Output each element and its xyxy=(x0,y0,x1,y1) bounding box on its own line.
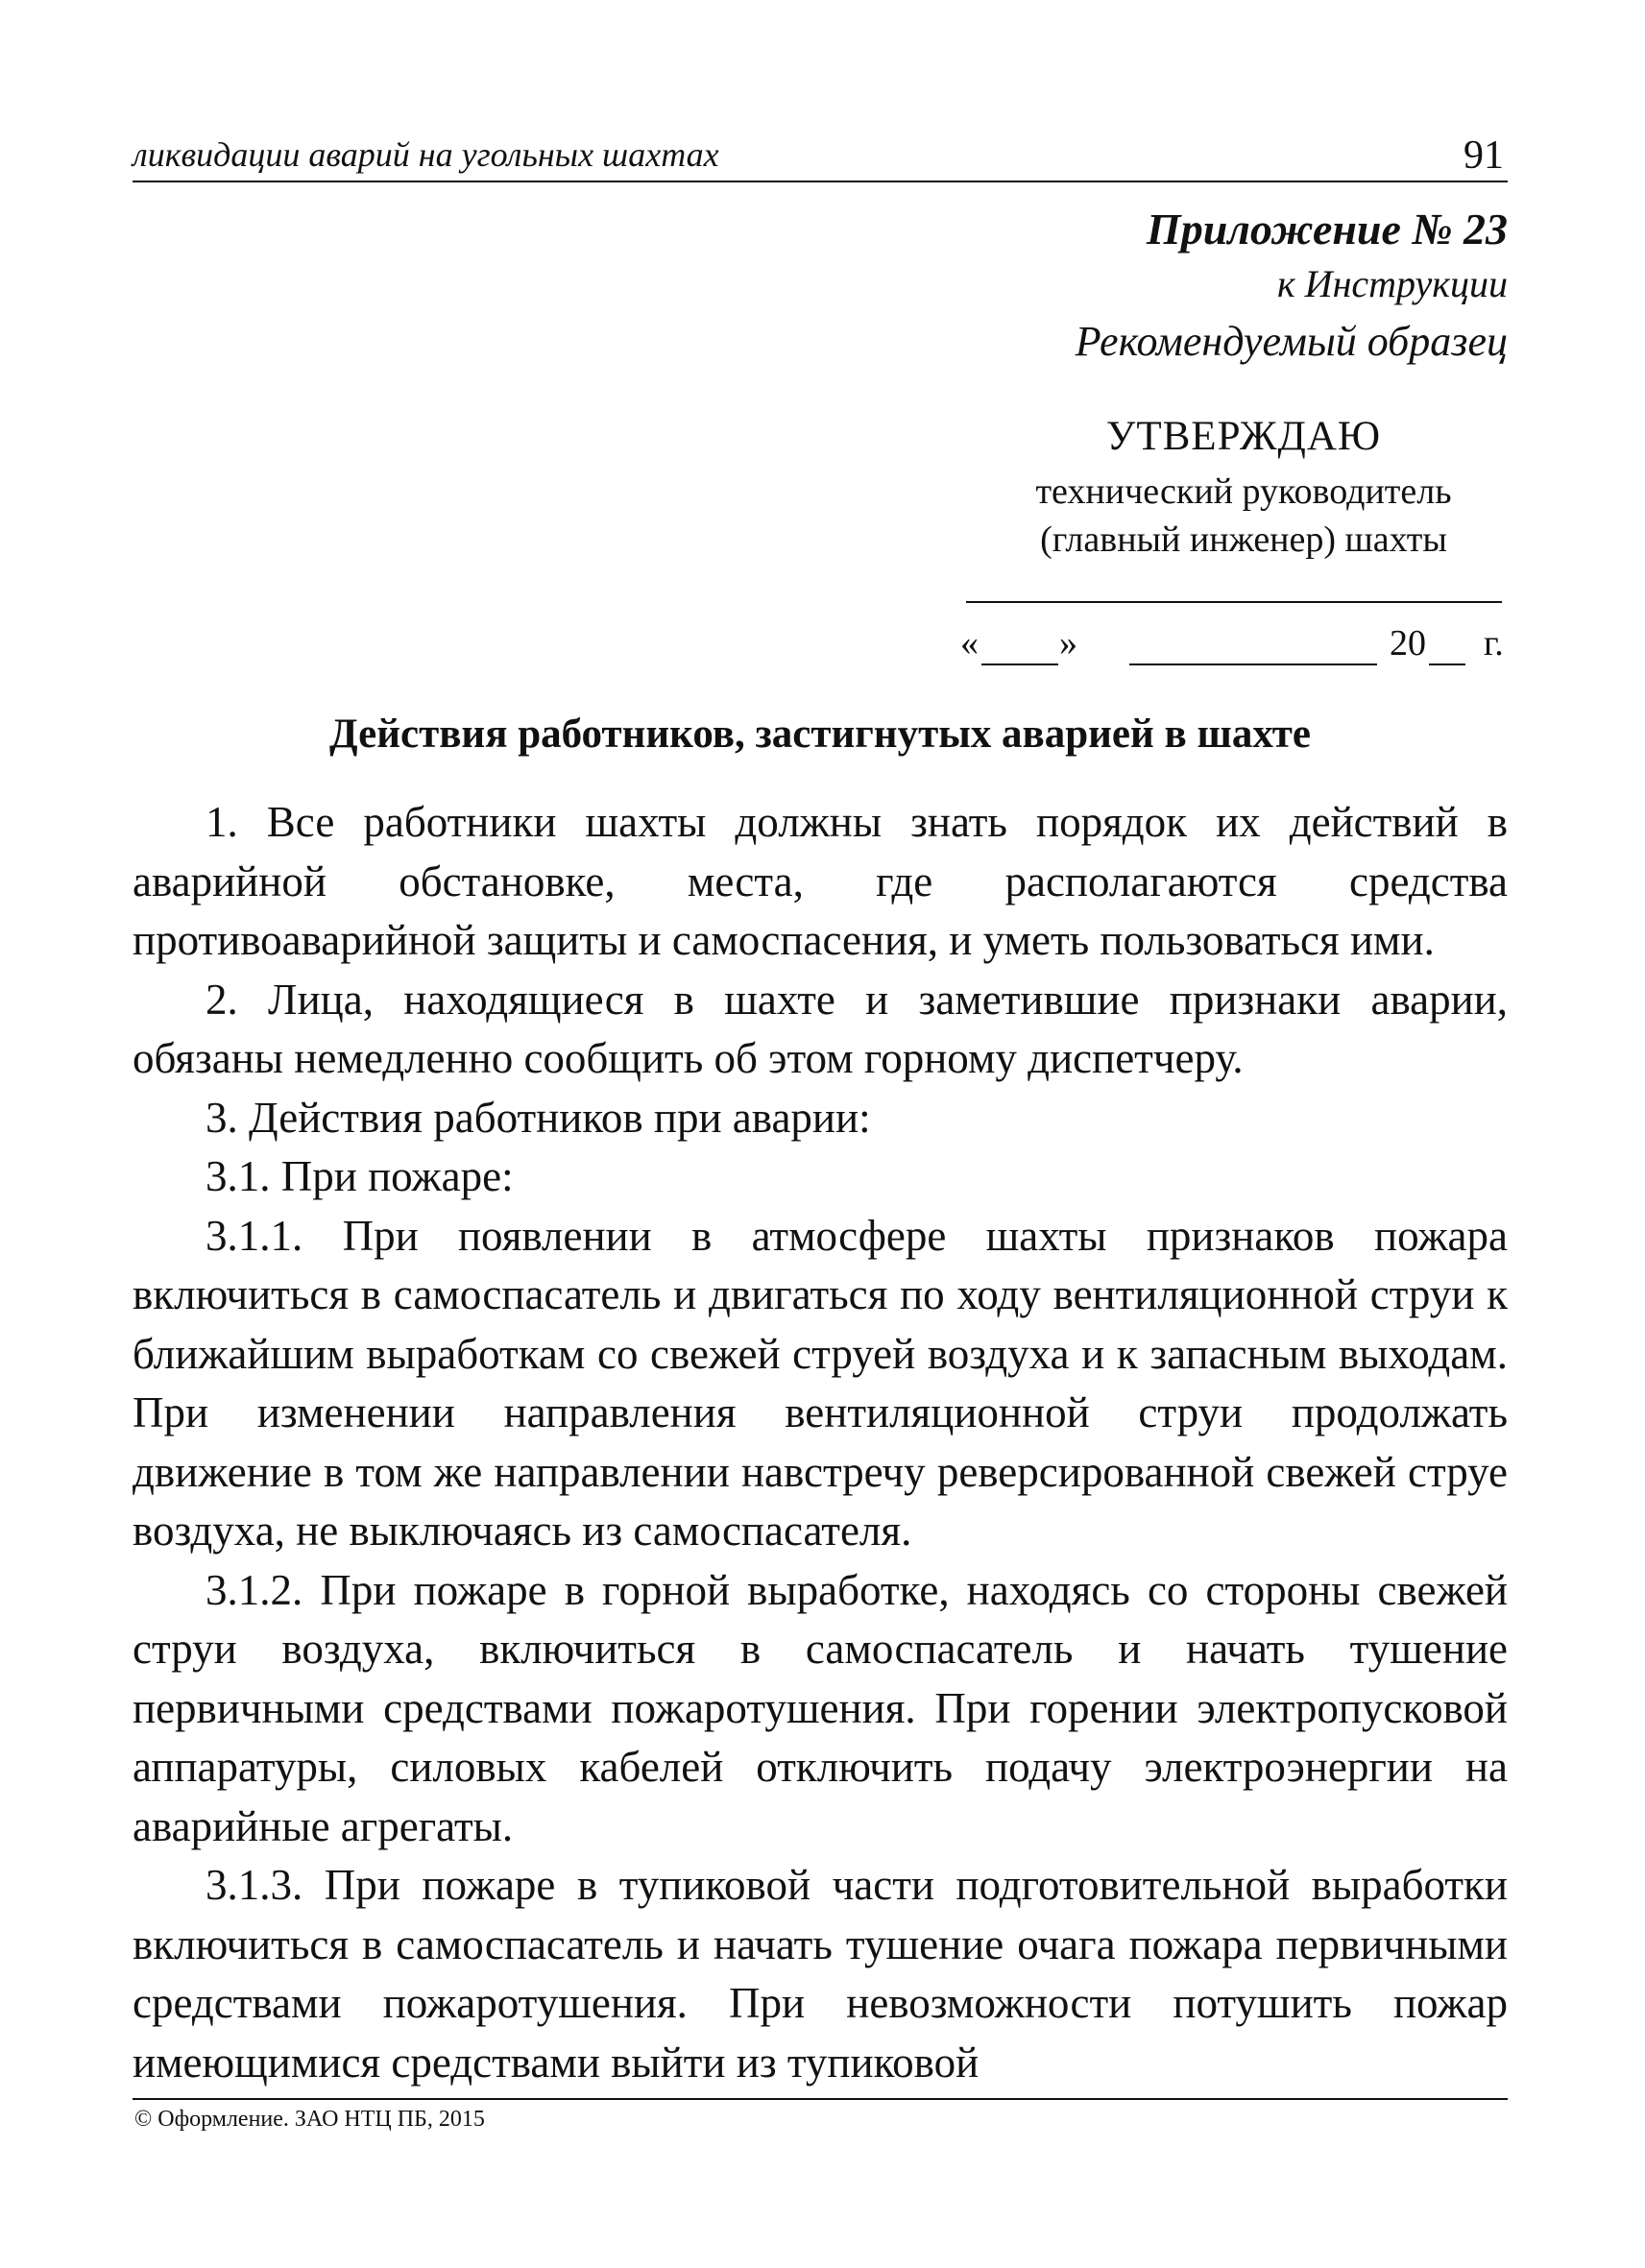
month-blank xyxy=(1129,664,1377,665)
paragraph-3-1-1: 3.1.1. При появлении в атмосфере шахты признаков пожара включиться в самоспасатель и двигаться по ходу вентиляционной струи к ближайшим выработкам со свежей струей воздуха и к запасным выходам. При изменении направления вентиляционной струи продолжать движение в том же направлении навстречу реверсированной свежей струе воздуха, не выключаясь из самоспасателя. xyxy=(133,1211,1508,1555)
paragraph-3-1-2: 3.1.2. При пожаре в горной выработке, находясь со стороны свежей струи воздуха, включиться в самоспасатель и начать тушение первичными средствами пожаротушения. При горении электропусковой аппаратуры, силовых кабелей отключить подачу электроэнергии на аварийные агрегаты. xyxy=(133,1565,1508,1850)
day-blank xyxy=(981,664,1058,665)
paragraph-3-1: 3.1. При пожаре: xyxy=(206,1152,514,1200)
signature-line xyxy=(966,601,1502,603)
paragraph-2: 2. Лица, находящиеся в шахте и заметившие признаки аварии, обязаны немедленно сообщить об этом горному диспетчеру. xyxy=(133,975,1508,1082)
date-close-quote: » xyxy=(1059,623,1077,664)
footer-rule xyxy=(133,2098,1508,2100)
page-number: 91 xyxy=(1464,133,1504,178)
running-title: ликвидации аварий на угольных шахтах xyxy=(133,135,719,174)
year-suffix: г. xyxy=(1484,623,1504,664)
year-prefix: 20 xyxy=(1390,623,1426,664)
paragraph-3: 3. Действия работников при аварии: xyxy=(206,1093,871,1142)
running-header xyxy=(133,133,1508,182)
appendix-title: Приложение № 23 xyxy=(1146,205,1508,253)
date-open-quote: « xyxy=(960,623,979,664)
document-title: Действия работников, застигнутых аварией в шахте xyxy=(329,712,1311,757)
paragraph-1: 1. Все работники шахты должны знать порядок их действий в аварийной обстановке, места, где располагаются средства противоаварийной защиты и самоспасения, и уметь пользоваться ими. xyxy=(133,798,1508,964)
approval-role-line-1: технический руководитель xyxy=(1035,471,1452,512)
footer-copyright: © Оформление. ЗАО НТЦ ПБ, 2015 xyxy=(134,2107,485,2132)
appendix-subtitle: к Инструкции xyxy=(1276,262,1508,305)
document-body xyxy=(133,793,1508,2092)
approval-role-line-2: (главный инженер) шахты xyxy=(1040,519,1447,560)
paragraph-3-1-3: 3.1.3. При пожаре в тупиковой части подготовительной выработки включиться в самоспасатель и начать тушение очага пожара первичными средствами пожаротушения. При невозможности потушить пожар имеющимися средствами выйти из тупиковой xyxy=(133,1861,1508,2087)
date-line xyxy=(960,622,1512,670)
approval-heading: УТВЕРЖДАЮ xyxy=(1105,414,1382,459)
year-blank xyxy=(1429,664,1465,665)
appendix-kind: Рекомендуемый образец xyxy=(1075,318,1508,365)
